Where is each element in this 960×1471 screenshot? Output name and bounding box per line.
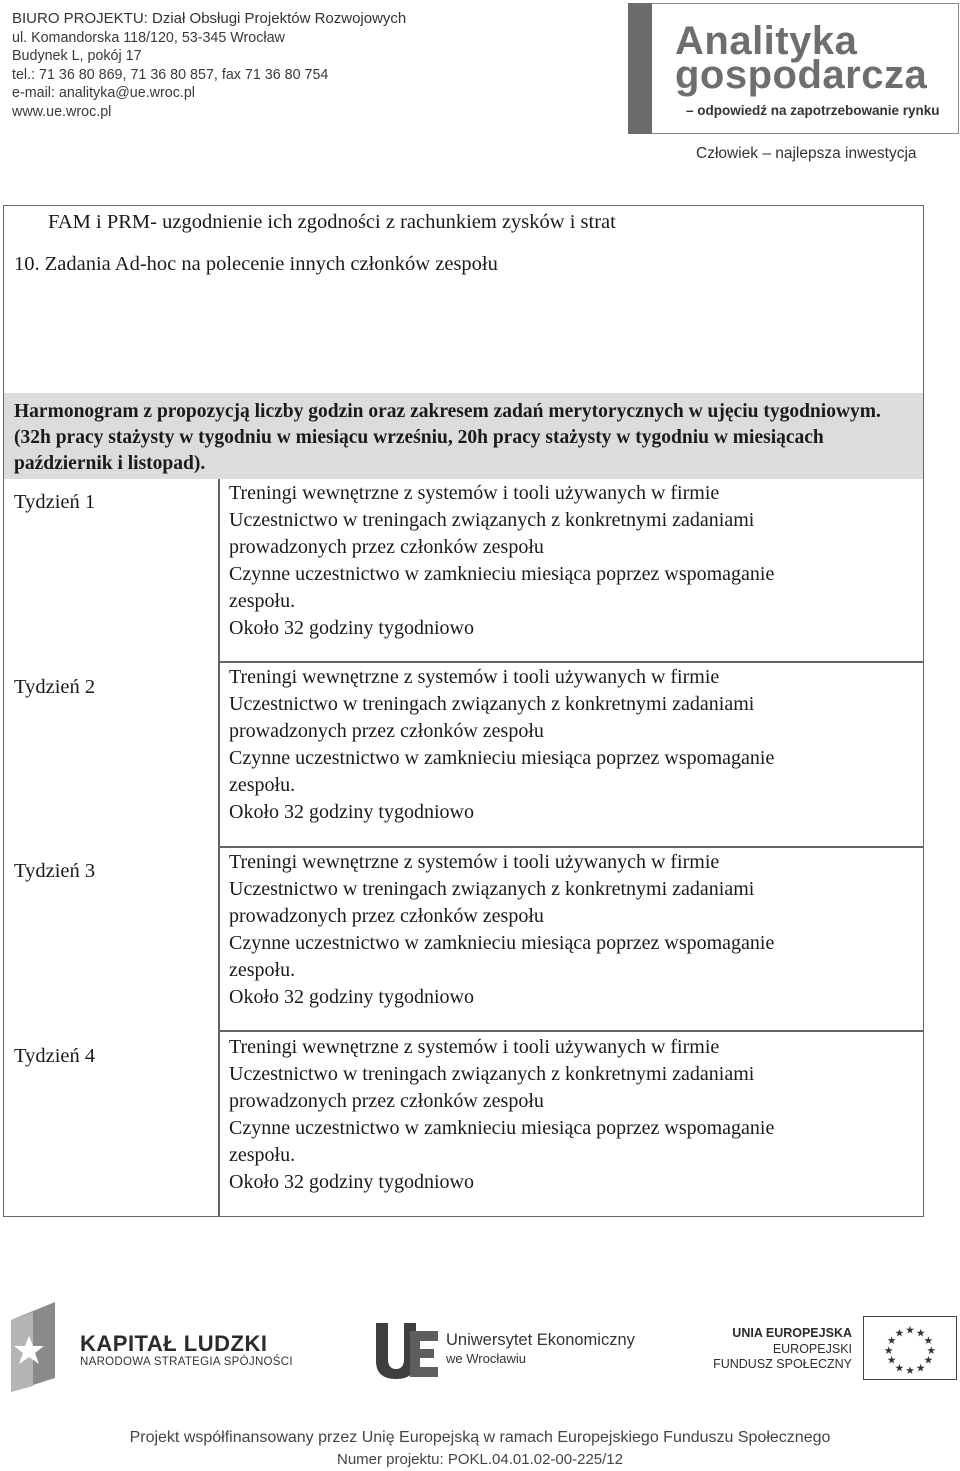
svg-text:★: ★ [923, 1353, 934, 1367]
motto: Człowiek – najlepsza inwestycja [696, 145, 917, 162]
task-line: Treningi wewnętrzne z systemów i tooli używanych w firmie [229, 666, 720, 688]
task-line: Treningi wewnętrzne z systemów i tooli używanych w firmie [229, 482, 720, 504]
hours-line: Około 32 godziny tygodniowo [229, 1171, 474, 1193]
kapital-ludzki-subtitle: NARODOWA STRATEGIA SPÓJNOŚCI [80, 1356, 293, 1368]
task-line: Uczestnictwo w treningach związanych z konkretnymi zadaniami [229, 693, 755, 715]
row-divider [218, 846, 924, 848]
schedule-heading-box [3, 393, 924, 479]
week-tasks [229, 1034, 774, 1196]
svg-text:★: ★ [915, 1326, 926, 1340]
address-line: ul. Komandorska 118/120, 53-345 Wrocław [12, 29, 285, 46]
org-title: BIURO PROJEKTU: Dział Obsługi Projektów Rozwojowych [12, 10, 407, 27]
svg-text:★: ★ [894, 1326, 905, 1340]
task-line: Czynne uczestnictwo w zamknieciu miesiąca poprzez wspomaganie [229, 1117, 775, 1139]
week-tasks [229, 664, 774, 826]
contact-block [12, 10, 422, 121]
task-line: Czynne uczestnictwo w zamknieciu miesiąca poprzez wspomaganie [229, 747, 775, 769]
task-line: prowadzonych przez członków zespołu [229, 1090, 544, 1112]
task-line: Treningi wewnętrzne z systemów i tooli używanych w firmie [229, 851, 720, 873]
task-line: prowadzonych przez członków zespołu [229, 905, 544, 927]
fam-line: FAM i PRM- uzgodnienie ich zgodności z rachunkiem zysków i strat [48, 211, 616, 233]
eu-line2: EUROPEJSKI [772, 1341, 852, 1356]
svg-text:★: ★ [894, 1361, 905, 1375]
task-line: Treningi wewnętrzne z systemów i tooli używanych w firmie [229, 1036, 720, 1058]
svg-text:★: ★ [886, 1353, 897, 1367]
hours-line: Około 32 godziny tygodniowo [229, 617, 474, 639]
task-line: zespołu. [229, 959, 296, 981]
week-tasks [229, 849, 774, 1011]
ue-university-logo-mark [374, 1321, 440, 1381]
row-divider [218, 661, 924, 663]
eu-text-block [700, 1326, 852, 1373]
task-line: prowadzonych przez członków zespołu [229, 720, 544, 742]
hours-line: Około 32 godziny tygodniowo [229, 801, 474, 823]
ue-name-line2: we Wrocławiu [446, 1351, 526, 1366]
eu-flag-icon [863, 1316, 957, 1380]
task-line: prowadzonych przez członków zespołu [229, 536, 544, 558]
svg-text:★: ★ [886, 1334, 897, 1348]
task-line: zespołu. [229, 774, 296, 796]
svg-text:★: ★ [923, 1334, 934, 1348]
logo-word-gospodarcza: gospodarcza [675, 53, 928, 97]
week-label: Tydzień 3 [14, 860, 96, 882]
task-line: Uczestnictwo w treningach związanych z konkretnymi zadaniami [229, 1063, 755, 1085]
kapital-ludzki-logo-mark [3, 1302, 69, 1394]
schedule-table [3, 479, 924, 1217]
ue-name-line1: Uniwersytet Ekonomiczny [446, 1331, 635, 1349]
svg-text:★: ★ [905, 1323, 915, 1337]
svg-text:★: ★ [905, 1364, 915, 1378]
schedule-heading: Harmonogram z propozycją liczby godzin oraz zakresem zadań merytorycznych w ujęciu tygodniowym. (32h pracy stażysty w tygodniu w miesiącu wrześniu, 20h pracy stażysty w tygodniu w miesiącach październik i listopad). [14, 401, 881, 474]
week-label: Tydzień 2 [14, 676, 96, 698]
hours-line: Około 32 godziny tygodniowo [229, 986, 474, 1008]
task-line: Czynne uczestnictwo w zamknieciu miesiąca poprzez wspomaganie [229, 932, 775, 954]
funding-note: Projekt współfinansowany przez Unię Europejską w ramach Europejskiego Funduszu Społecznego [129, 1429, 831, 1446]
task-line: Uczestnictwo w treningach związanych z konkretnymi zadaniami [229, 509, 755, 531]
svg-text:★: ★ [926, 1343, 937, 1357]
week-label: Tydzień 1 [14, 491, 96, 513]
column-divider [218, 479, 220, 1216]
row-divider [218, 1030, 924, 1032]
eu-line1: UNIA EUROPEJSKA [732, 1326, 852, 1340]
item-10: 10. Zadania Ad-hoc na polecenie innych członków zespołu [14, 253, 498, 275]
email-line: e-mail: analityka@ue.wroc.pl [12, 85, 195, 101]
analityka-logo [628, 3, 960, 134]
task-line: Uczestnictwo w treningach związanych z konkretnymi zadaniami [229, 878, 755, 900]
logo-tagline: – odpowiedź na zapotrzebowanie rynku [686, 103, 940, 118]
project-number: Numer projektu: POKL.04.01.02-00-225/12 [336, 1451, 623, 1468]
svg-text:★: ★ [915, 1361, 926, 1375]
website-line: www.ue.wroc.pl [12, 103, 112, 120]
tasks-continuation-box [3, 205, 924, 395]
eu-line3: FUNDUSZ SPOŁECZNY [713, 1357, 852, 1371]
task-line: zespołu. [229, 1144, 296, 1166]
svg-text:★: ★ [883, 1343, 894, 1357]
kapital-ludzki-name: KAPITAŁ LUDZKI [80, 1331, 268, 1356]
phone-line: tel.: 71 36 80 869, 71 36 80 857, fax 71 36 80 754 [12, 66, 329, 83]
task-line: zespołu. [229, 590, 296, 612]
logo-bar [628, 3, 652, 134]
address-line: Budynek L, pokój 17 [12, 48, 142, 64]
task-line: Czynne uczestnictwo w zamknieciu miesiąca poprzez wspomaganie [229, 563, 775, 585]
week-label: Tydzień 4 [14, 1045, 96, 1067]
week-tasks [229, 480, 774, 642]
logo-word-analityka: Analityka [675, 19, 858, 63]
